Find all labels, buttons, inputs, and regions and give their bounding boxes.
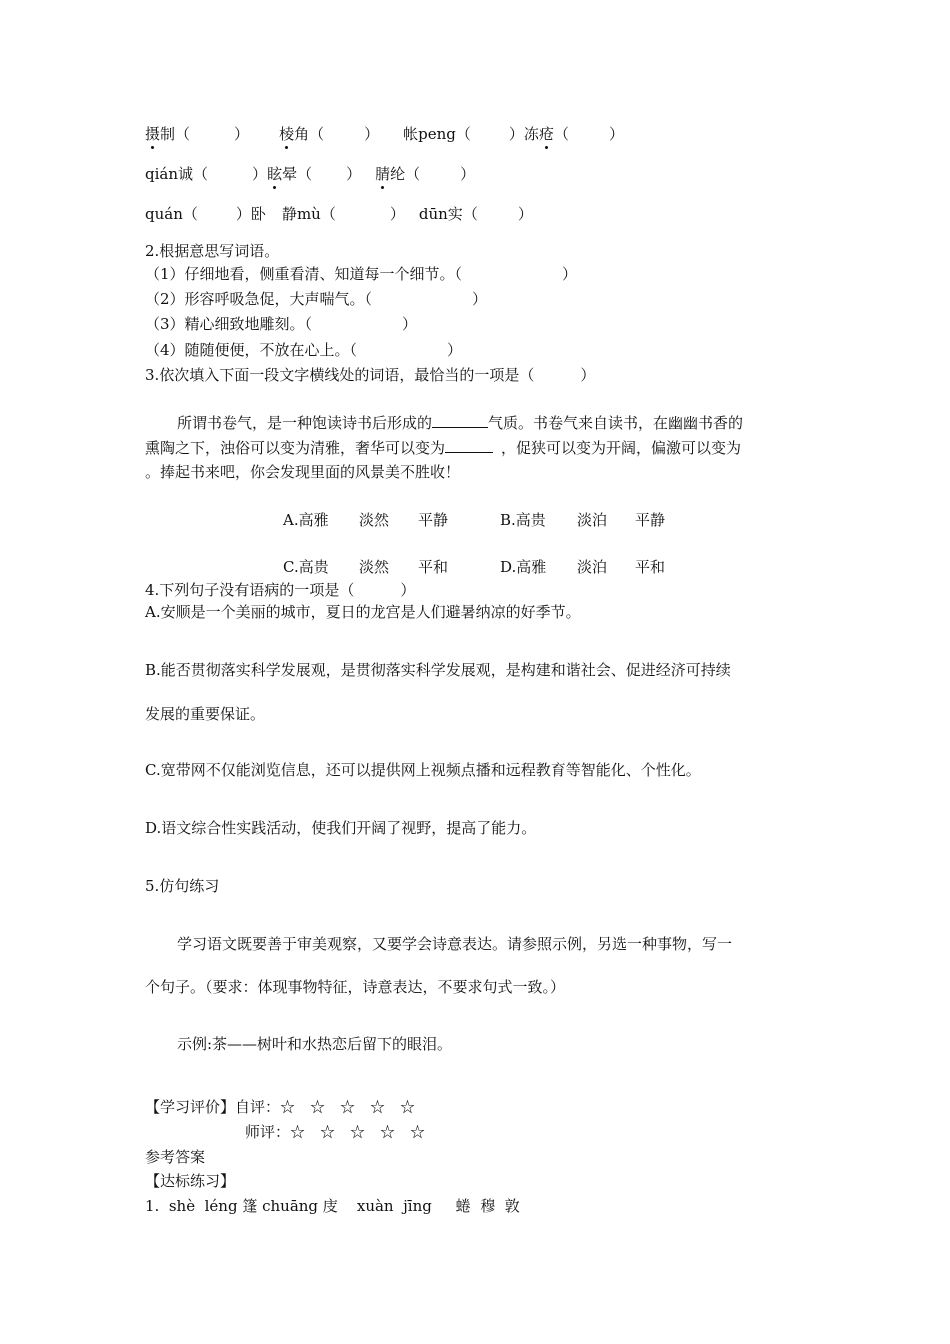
text: 冻 (523, 125, 539, 143)
q5-example: 示例:茶——树叶和水热恋后留下的眼泪。 (177, 1035, 453, 1053)
q3-para-line1 (177, 412, 743, 433)
option-word: 淡泊 (577, 511, 608, 529)
text: 4.下列句子没有语病的一项是（ (145, 581, 355, 599)
q4-option-a[interactable]: A.安顺是一个美丽的城市，夏日的龙宫是人们避暑纳凉的好季节。 (145, 603, 581, 621)
text: 角 (294, 125, 310, 143)
answers-subheading: 【达标练习】 (145, 1172, 236, 1190)
text: 3.依次填入下面一段文字横线处的词语，最恰当的一项是（ (145, 366, 535, 384)
dotted-char: 腈 (375, 165, 391, 183)
teacher-label: 师评： (245, 1123, 291, 1141)
q2-item-3: （3）精心细致地雕刻。（ ） (145, 315, 418, 333)
star-icon-row[interactable]: ☆ ☆ ☆ ☆ ☆ (290, 1123, 426, 1141)
text: （4）随随便便，不放在心上。（ (145, 341, 358, 359)
dotted-char: 眩 (267, 165, 283, 183)
q4-option-d[interactable]: D.语文综合性实践活动，使我们开阔了视野，提高了能力。 (145, 819, 537, 837)
dotted-char: 摄 (145, 125, 161, 143)
answers-heading: 参考答案 (145, 1148, 206, 1166)
evaluation-heading: 【学习评价】 (145, 1098, 236, 1116)
q5-title: 5.仿句练习 (145, 877, 220, 895)
self-label: 自评： (235, 1098, 281, 1116)
text: 制 (160, 125, 176, 143)
pinyin: mù (296, 205, 321, 223)
option-word: 平和 (635, 558, 666, 576)
text: ，促狭可以变为开阔，偏激可以变为 (501, 439, 742, 457)
q4-title: 4.下列句子没有语病的一项是（ ） (145, 581, 416, 599)
option-word: 平静 (635, 511, 666, 529)
text: 静 (281, 205, 297, 223)
q3-para-line2 (145, 437, 741, 458)
dotted-char: 棱 (279, 125, 295, 143)
q2-item-4: （4）随随便便，不放在心上。（ ） (145, 341, 463, 359)
option-word: D.高雅 (500, 558, 547, 576)
text: 所谓书卷气，是一种饱读诗书后形成的 (177, 414, 433, 432)
pinyin: qián (145, 165, 179, 183)
q4-option-b-line1[interactable]: B.能否贯彻落实科学发展观，是贯彻落实科学发展观，是构建和谐社会、促进经济可持续 (145, 661, 731, 679)
pinyin: dūn (418, 205, 448, 223)
teacher-evaluation-row (245, 1122, 425, 1142)
q3-title: 3.依次填入下面一段文字横线处的词语，最恰当的一项是（ ） (145, 366, 596, 384)
option-word: C.高贵 (283, 558, 329, 576)
option-word: 平静 (418, 511, 449, 529)
q4-option-b-line2[interactable]: 发展的重要保证。 (145, 705, 266, 723)
q4-option-c[interactable]: C.宽带网不仅能浏览信息，还可以提供网上视频点播和远程教育等智能化、个性化。 (145, 761, 701, 779)
q5-para-line2: 个句子。（要求：体现事物特征，诗意表达，不要求句式一致。） (145, 978, 566, 996)
text: 气质。书卷气来自读书，在幽幽书香的 (488, 414, 744, 432)
q2-title: 2.根据意思写词语。 (145, 242, 280, 260)
q1-row3: quán（ ）卧 静mù（ ） dūn实（ ） (145, 205, 533, 223)
q1-row2: qián诚（ ）眩晕（ ） 腈纶（ ） (145, 165, 476, 183)
q3-para-line3: 。捧起书来吧，你会发现里面的风景美不胜收！ (145, 463, 461, 481)
option-word: 淡然 (359, 511, 390, 529)
text: 卧 (250, 205, 266, 223)
option-word: 淡然 (359, 558, 390, 576)
text: （3）精心细致地雕刻。（ (145, 315, 313, 333)
text: （2）形容呼吸急促，大声喘气。（ (145, 290, 373, 308)
text: 熏陶之下，浊俗可以变为清雅，奢华可以变为 (145, 439, 446, 457)
answers-line-1: 1. shè léng 篷 chuāng 庋 xuàn jīng 蜷 穆 敦 (145, 1197, 520, 1215)
text: （1）仔细地看，侧重看清、知道每一个细节。（ (145, 265, 463, 283)
fill-blank (445, 437, 493, 453)
self-evaluation-row (145, 1097, 415, 1117)
pinyin: quán (145, 205, 183, 223)
text: 诚 (178, 165, 194, 183)
text: 晕 (282, 165, 298, 183)
q2-item-2: （2）形容呼吸急促，大声喘气。（ ） (145, 290, 488, 308)
q5-para-line1: 学习语文既要善于审美观察，又要学会诗意表达。请参照示例，另选一种事物，写一 (177, 935, 733, 953)
dotted-char: 疮 (538, 125, 554, 143)
q2-item-1: （1）仔细地看，侧重看清、知道每一个细节。（ ） (145, 265, 578, 283)
option-word: A.高雅 (283, 511, 329, 529)
star-icon-row[interactable]: ☆ ☆ ☆ ☆ ☆ (280, 1098, 416, 1116)
pinyin: peng (418, 125, 456, 143)
q1-row1: 摄制（ ） 棱角（ ） 帐peng（ ）冻疮（ ） (145, 125, 624, 143)
option-word: 淡泊 (577, 558, 608, 576)
option-word: B.高贵 (500, 511, 546, 529)
fill-blank (432, 412, 488, 428)
text: 帐 (403, 125, 419, 143)
option-word: 平和 (418, 558, 449, 576)
text: 实 (447, 205, 463, 223)
text: 纶 (390, 165, 406, 183)
